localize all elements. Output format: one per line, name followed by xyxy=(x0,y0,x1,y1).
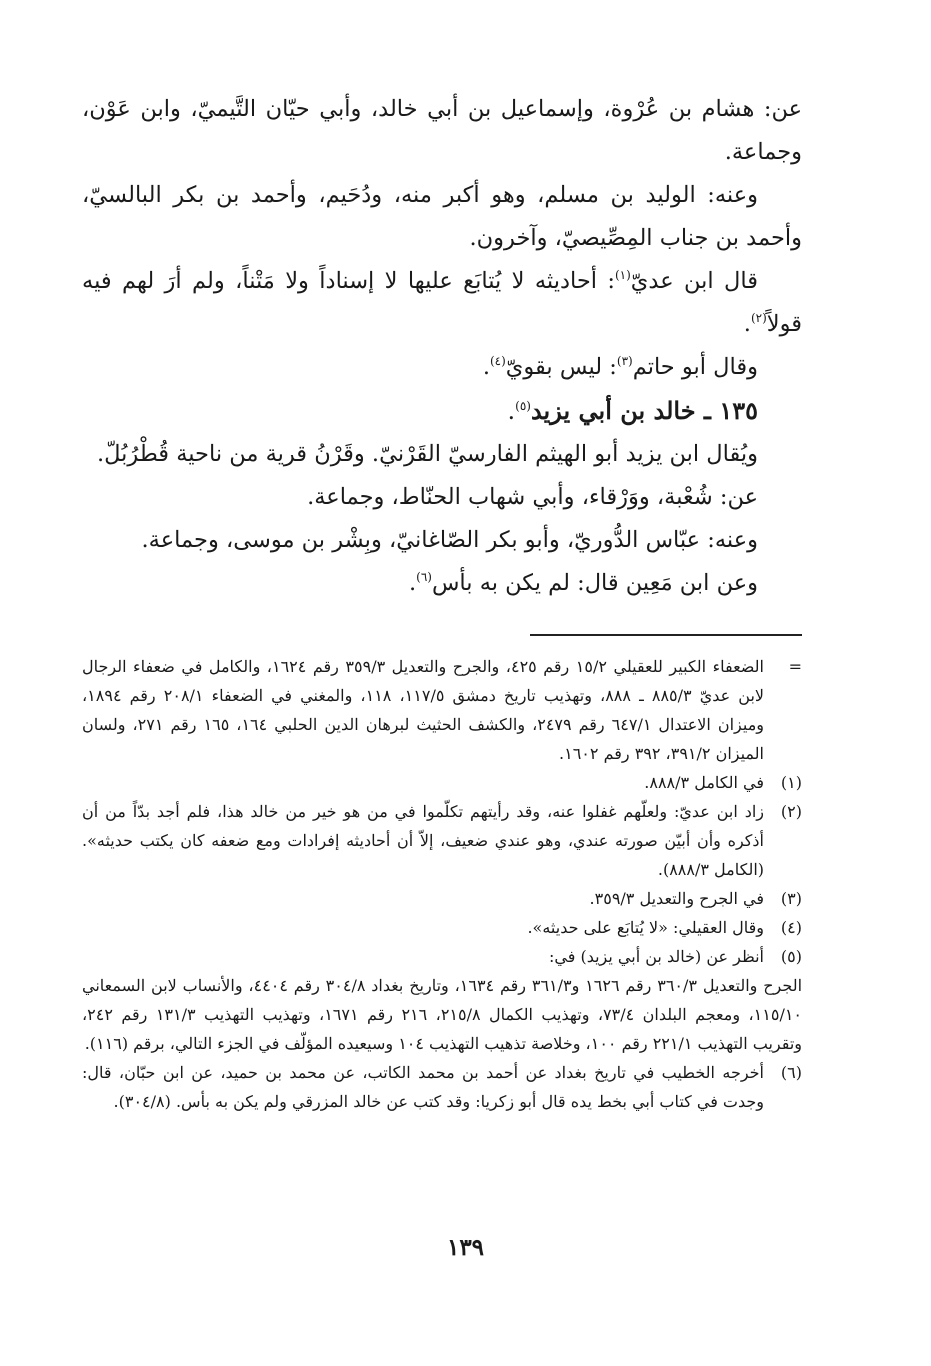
footnote-2-number: (٢) xyxy=(780,802,802,821)
entry-title: ١٣٥ ـ خالد بن أبي يزيد xyxy=(530,396,758,425)
footnote-6 xyxy=(82,1058,802,1116)
footnote-1-text: في الكامل ٨٨٨/٣. xyxy=(644,773,764,792)
footnote-3-text: في الجرح والتعديل ٣٥٩/٣. xyxy=(589,889,764,908)
footnote-6-text: أخرجه الخطيب في تاريخ بغداد عن أحمد بن محمد الكاتب، عن محمد بن حميد، عن ابن حبّان، قال: وجدت في كتاب أبي بخط يده قال أبو زكريا: وقد كتب عن خالد المزرقي ولم يكن به بأس. (٣٠٤/٨). xyxy=(82,1063,764,1111)
footnote-ref-1[interactable]: (١) xyxy=(614,268,631,282)
footnote-3-number: (٣) xyxy=(780,889,802,908)
paragraph-ibn-main xyxy=(82,562,802,605)
paragraph-abu-hatim xyxy=(82,346,802,389)
page-body xyxy=(82,88,802,605)
footnote-5-text: أنظر عن (خالد بن أبي يزيد) في: xyxy=(549,947,764,966)
footnote-6-number: (٦) xyxy=(780,1063,802,1082)
paragraph-narrators-from: عن: هشام بن عُرْوة، وإسماعيل بن أبي خالد، وأبي حيّان التَّيميّ، وابن عَوْن، وجماعة. xyxy=(82,96,802,165)
entry-heading xyxy=(82,389,802,433)
footnote-ref-3[interactable]: (٣) xyxy=(616,354,633,368)
paragraph-narrators-to-2: وعنه: عبّاس الدُّوريّ، وأبو بكر الصّاغانيّ، وبِشْر بن موسى، وجماعة. xyxy=(141,527,758,553)
abu-hatim-text-a: وقال أبو حاتم xyxy=(632,354,758,380)
footnote-3 xyxy=(82,884,802,913)
ibn-adi-text-c: . xyxy=(743,311,751,337)
footnote-4-number: (٤) xyxy=(780,918,802,937)
footnote-2 xyxy=(82,797,802,884)
continuation-mark: = xyxy=(788,657,802,676)
abu-hatim-text-c: . xyxy=(482,354,490,380)
footnote-continuation xyxy=(82,652,802,768)
ibn-main-text-a: وعن ابن مَعِين قال: لم يكن به بأس xyxy=(431,570,758,596)
footnote-4-text: وقال العقيلي: «لا يُتابَع على حديثه». xyxy=(527,918,764,937)
footnote-ref-2[interactable]: (٢) xyxy=(750,311,767,325)
ibn-main-text-b: . xyxy=(408,570,417,596)
paragraph-narrators-from-2: عن: شُعْبة، ووَرْقاء، وأبي شهاب الحنّاط، وجماعة. xyxy=(307,484,758,510)
ibn-adi-text-b: : أحاديثه لا يُتابَع عليها لا إسناداً ولا مَتْناً، ولم أرَ لهم فيه قولاً xyxy=(82,268,802,337)
page-number: ١٣٩ xyxy=(446,1234,485,1261)
main-text xyxy=(82,88,802,605)
footnote-5-continuation: الجرح والتعديل ٣٦٠/٣ رقم ١٦٢٦ و٣٦١/٣ رقم ١٦٣٤، وتاريخ بغداد ٣٠٤/٨ رقم ٤٤٠٤، والأنساب لابن السمعاني ١١٥/١٠، ومعجم البلدان ٧٣/٤، وتهذيب الكمال ٢١٥/٨، ٢١٦ رقم ١٦٧١، وتهذيب التهذيب ١٣١/٣ رقم ٢٤٢، وتقريب التهذيب ٢٢١/١ رقم ١٠٠، وخلاصة تذهيب التهذيب ١٠٤ وسيعيده المؤلّف في الجزء التالي، برقم (١١٦). xyxy=(82,976,803,1053)
abu-hatim-text-b: : ليس بقويّ xyxy=(505,354,617,380)
paragraph-nisba: ويُقال ابن يزيد أبو الهيثم الفارسيّ القَرْنيّ. وقَرْنُ قرية من ناحية قُطْرُبُلّ. xyxy=(96,441,758,467)
footnote-1-number: (١) xyxy=(780,773,802,792)
footnote-5 xyxy=(82,942,802,971)
entry-title-end: . xyxy=(507,397,516,425)
footnote-ref-4[interactable]: (٤) xyxy=(489,354,506,368)
paragraph-ibn-adi xyxy=(82,260,802,346)
footnote-continuation-text: الضعفاء الكبير للعقيلي ١٥/٢ رقم ٤٢٥، والجرح والتعديل ٣٥٩/٣ رقم ١٦٢٤، والكامل في ضعفاء الرجال لابن عديّ ٨٨٥/٣ ـ ٨٨٨، وتهذيب تاريخ دمشق ١١٧/٥، ١١٨، والمغني في الضعفاء ٢٠٨/١ رقم ١٨٩٤، وميزان الاعتدال ٦٤٧/١ رقم ٢٤٧٩، والكشف الحثيث لبرهان الدين الحلبي ١٦٤، ١٦٥ رقم ٢٧١، ولسان الميزان ٣٩١/٢، ٣٩٢ رقم ١٦٠٢. xyxy=(82,657,765,763)
footnote-separator xyxy=(530,634,802,636)
footnote-ref-5[interactable]: (٥) xyxy=(515,399,531,413)
footnote-5-number: (٥) xyxy=(780,947,802,966)
paragraph-narrators-to: وعنه: الوليد بن مسلم، وهو أكبر منه، ودُحَيم، وأحمد بن بكر البالسيّ، وأحمد بن جناب المِصِّيصيّ، وآخرون. xyxy=(82,182,802,251)
footnotes xyxy=(82,652,802,1116)
footnote-2-text: زاد ابن عديّ: ولعلّهم غفلوا عنه، وقد رأيتهم تكلّموا في من هو خير من خالد هذا، فلم أجد بدّاً من أن أذكره وأن أبيّن صورته عندي، وهو عندي ضعيف، إلاّ أن أحاديثه إفرادات ومع ضعفه كان يكتب حديثه». (الكامل ٨٨٨/٣). xyxy=(82,802,764,879)
footnote-1 xyxy=(82,768,802,797)
footnote-4 xyxy=(82,913,802,942)
footnote-ref-6[interactable]: (٦) xyxy=(416,570,432,584)
ibn-adi-text-a: قال ابن عديّ xyxy=(630,268,758,294)
